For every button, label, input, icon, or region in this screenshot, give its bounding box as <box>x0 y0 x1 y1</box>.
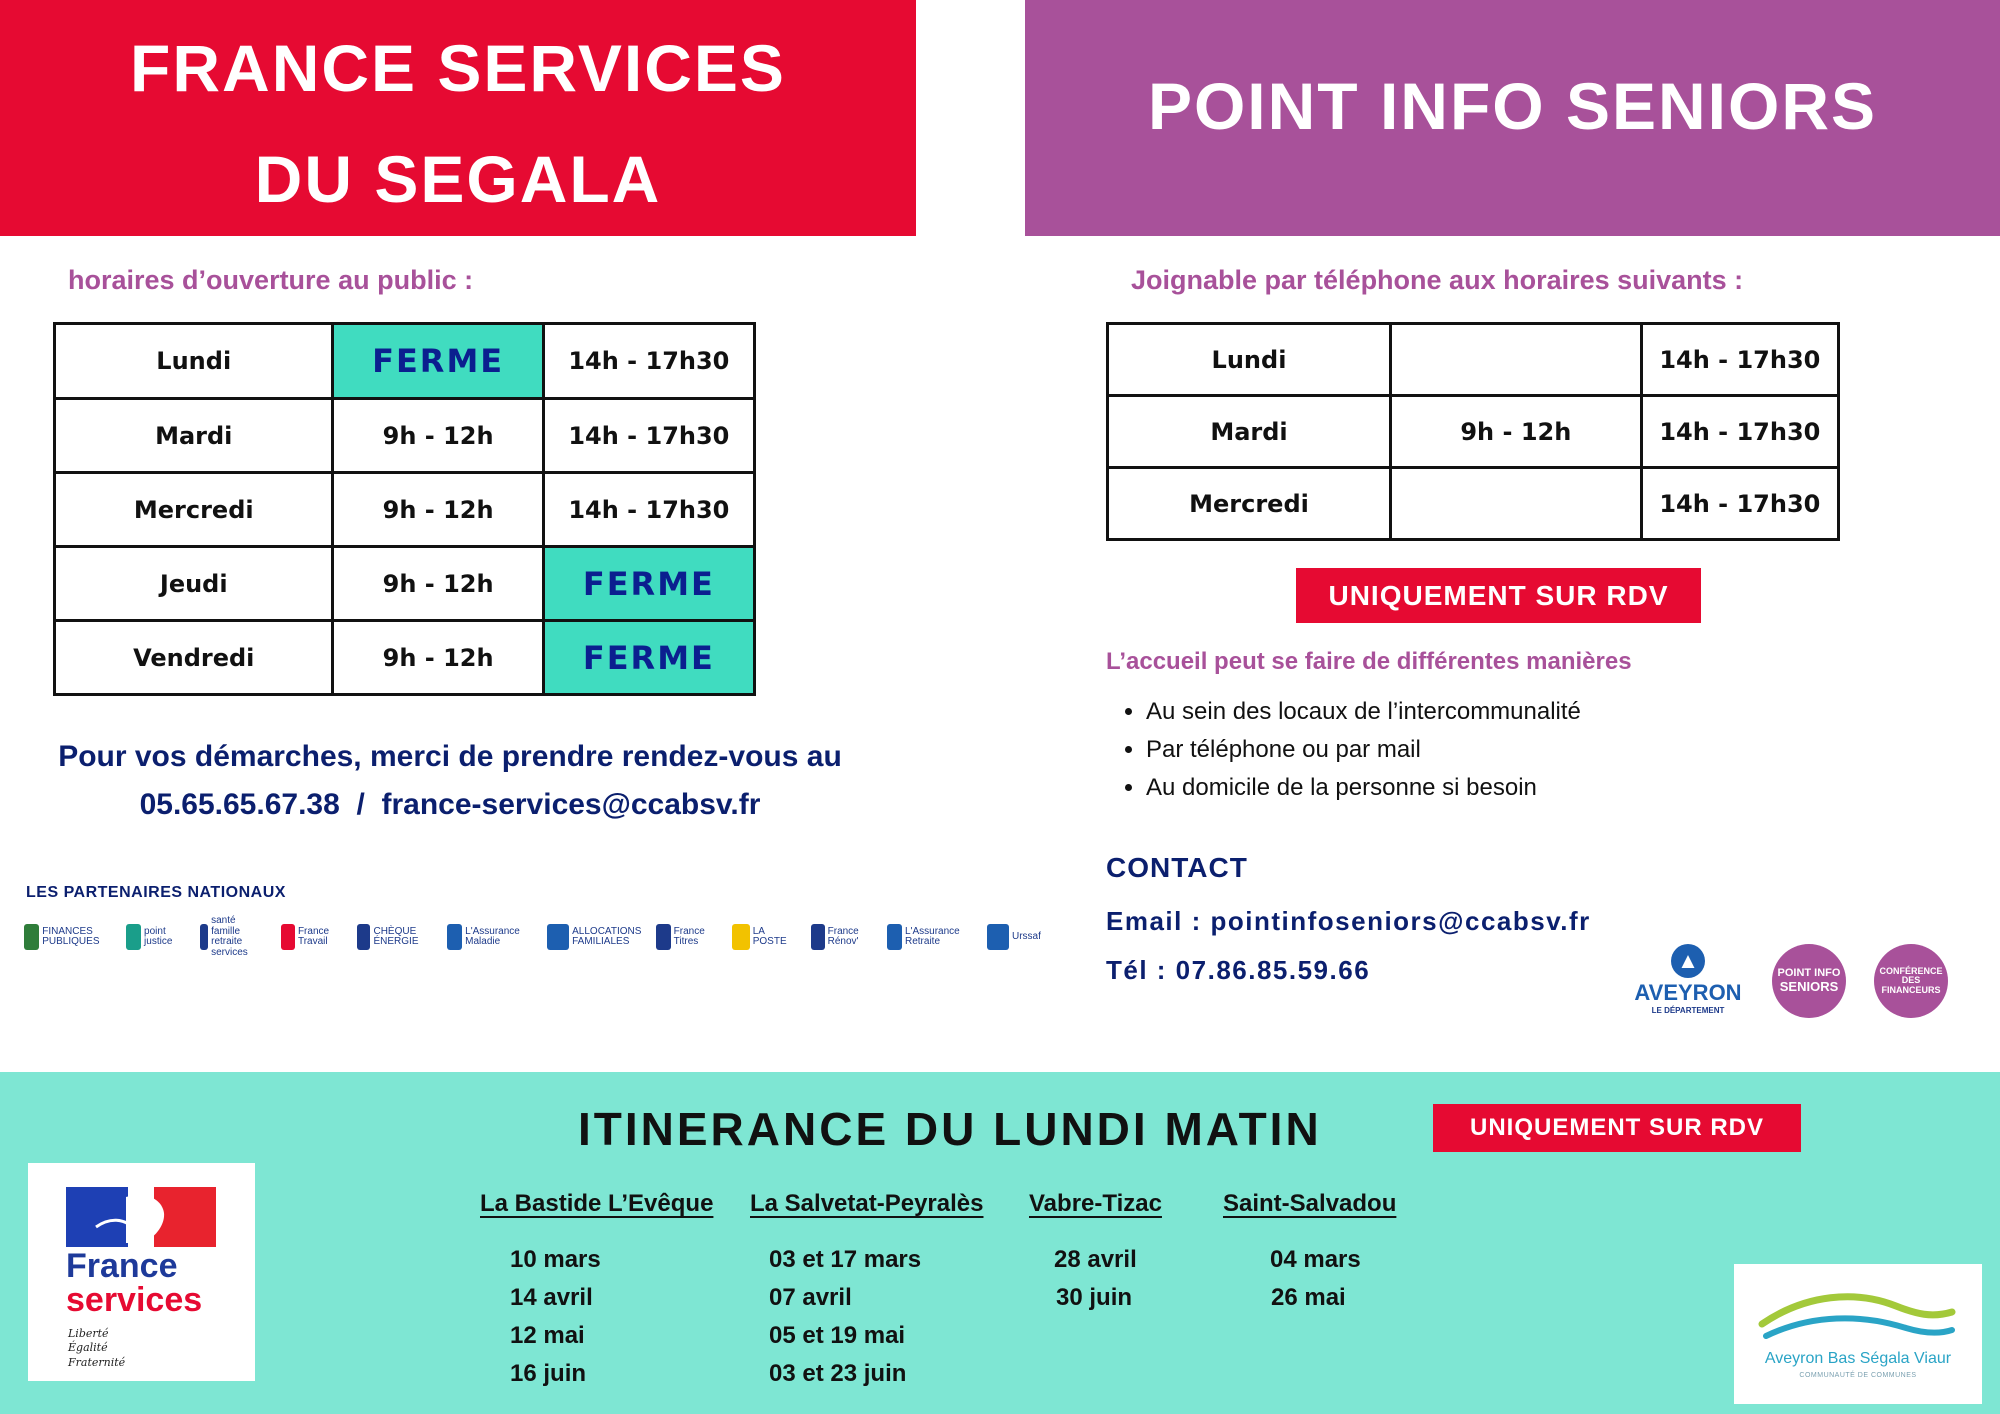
day-cell: Lundi <box>55 324 333 399</box>
partner-name: CHÈQUE ÉNERGIE <box>373 925 419 947</box>
partner-mark-icon <box>987 924 1009 950</box>
partner-name: L'Assurance Maladie <box>465 925 520 947</box>
separator: / <box>356 788 365 821</box>
morning-cell <box>1390 468 1641 540</box>
place-name: La Bastide L’Evêque <box>480 1190 714 1217</box>
aveyron-bas-segala-viaur-logo <box>1734 1264 1982 1404</box>
partner-mark-icon <box>732 924 749 950</box>
itinerance-column <box>480 1190 714 1387</box>
day-cell: Mercredi <box>55 473 333 547</box>
morning-cell: 9h - 12h <box>333 621 543 695</box>
contact-phone[interactable]: Tél : 07.86.85.59.66 <box>1106 955 1371 985</box>
table-row <box>55 473 755 547</box>
day-cell: Jeudi <box>55 547 333 621</box>
list-item: • Par téléphone ou par mail <box>1146 731 1581 769</box>
appointment-text: Pour vos démarches, merci de prendre rendez-vous au <box>58 740 842 773</box>
banner-title-line1: FRANCE SERVICES <box>130 31 786 105</box>
badge-line: FINANCEURS <box>1881 984 1941 995</box>
abs-sub: COMMUNAUTÉ DE COMMUNES <box>1799 1372 1917 1379</box>
date-item: 28 avril <box>1054 1246 1137 1273</box>
assurance-retraite-logo <box>887 924 967 950</box>
point-justice-logo <box>126 924 179 950</box>
table-row <box>1108 396 1839 468</box>
rdv-only-badge: UNIQUEMENT SUR RDV <box>1296 568 1701 623</box>
fs-motto <box>68 1327 125 1370</box>
badge-line: SENIORS <box>1779 978 1839 994</box>
itinerance-column <box>750 1190 984 1387</box>
list-item: • Au sein des locaux de l’intercommunalité <box>1146 693 1581 731</box>
partner-mark-icon <box>126 924 141 950</box>
waves-icon <box>1756 1284 1956 1346</box>
fs-line2: services <box>66 1281 203 1319</box>
afternoon-cell: 14h - 17h30 <box>543 324 754 399</box>
badge-line: DES <box>1901 975 1921 986</box>
opening-hours-heading: horaires d’ouverture au public : <box>68 265 474 295</box>
conference-financeurs-logo <box>1874 944 1948 1018</box>
partner-name: L'Assurance Retraite <box>905 925 960 947</box>
day-cell: Vendredi <box>55 621 333 695</box>
partner-mark-icon <box>281 924 295 950</box>
motto-line: Fraternité <box>68 1355 126 1369</box>
day-cell: Lundi <box>1108 324 1391 396</box>
date-item: 12 mai <box>510 1322 585 1349</box>
afternoon-cell: 14h - 17h30 <box>1641 324 1838 396</box>
partners-heading: LES PARTENAIRES NATIONAUX <box>26 884 286 901</box>
partner-mark-icon <box>656 924 671 950</box>
france-renov-logo <box>811 924 867 950</box>
abs-name: Aveyron Bas Ségala Viaur <box>1764 1350 1952 1367</box>
aveyron-logo <box>1628 944 1748 1018</box>
appointment-contact <box>0 788 900 822</box>
table-row <box>55 324 755 399</box>
date-item: 10 mars <box>510 1246 601 1273</box>
place-name: La Salvetat-Peyralès <box>750 1190 984 1217</box>
afternoon-cell: 14h - 17h30 <box>543 399 754 473</box>
morning-cell: 9h - 12h <box>333 399 543 473</box>
date-item: 07 avril <box>769 1284 852 1311</box>
partner-name: Urssaf <box>1011 930 1041 942</box>
opening-hours-table <box>53 322 756 696</box>
partner-name: France Titres <box>673 925 705 947</box>
afternoon-cell: 14h - 17h30 <box>543 473 754 547</box>
morning-cell: 9h - 12h <box>333 547 543 621</box>
aveyron-sub: LE DÉPARTEMENT <box>1651 1006 1725 1015</box>
table-row <box>1108 324 1839 396</box>
badge-line: POINT INFO <box>1777 967 1841 980</box>
itinerance-column <box>1223 1190 1397 1311</box>
partner-name: ALLOCATIONS FAMILIALES <box>572 925 642 947</box>
day-cell: Mercredi <box>1108 468 1391 540</box>
morning-cell: 9h - 12h <box>333 473 543 547</box>
contact-heading: CONTACT <box>1106 852 1248 883</box>
phone-hours-heading: Joignable par téléphone aux horaires suivants : <box>1131 265 1744 295</box>
france-titres-logo <box>656 924 712 950</box>
morning-cell: 9h - 12h <box>1390 396 1641 468</box>
la-poste-logo <box>732 924 791 950</box>
date-item: 05 et 19 mai <box>769 1322 906 1349</box>
partner-logos <box>24 912 1041 962</box>
table-row <box>55 547 755 621</box>
afternoon-cell: 14h - 17h30 <box>1641 468 1838 540</box>
caf-logo <box>547 924 642 950</box>
point-info-seniors-banner <box>1025 0 2000 236</box>
partner-name: France Rénov' <box>827 925 859 947</box>
table-row <box>55 399 755 473</box>
day-cell: Mardi <box>1108 396 1391 468</box>
afternoon-cell: 14h - 17h30 <box>1641 396 1838 468</box>
partner-mark-icon <box>24 924 39 950</box>
cheque-energie-logo <box>357 924 427 950</box>
table-row <box>1108 468 1839 540</box>
partner-name: FINANCES PUBLIQUES <box>42 925 100 947</box>
day-cell: Mardi <box>55 399 333 473</box>
itinerance-title: ITINERANCE DU LUNDI MATIN <box>578 1103 1322 1155</box>
point-info-seniors-logo <box>1772 944 1846 1018</box>
france-services-banner <box>0 0 916 236</box>
aveyron-name: AVEYRON <box>1634 980 1742 1005</box>
assurance-maladie-logo <box>447 924 527 950</box>
appointment-phone: 05.65.65.67.38 <box>139 788 340 821</box>
partner-mark-icon <box>357 924 370 950</box>
date-item: 16 juin <box>510 1360 587 1387</box>
closed-cell: FERME <box>543 547 754 621</box>
place-name: Vabre-Tizac <box>1029 1190 1162 1217</box>
list-item: • Au domicile de la personne si besoin <box>1146 769 1581 807</box>
partner-name: France Travail <box>297 925 330 947</box>
aveyron-icon: ▲ <box>1671 944 1705 978</box>
accueil-heading: L’accueil peut se faire de différentes manières <box>1106 648 1632 675</box>
closed-cell: FERME <box>543 621 754 695</box>
partner-mark-icon <box>200 924 209 950</box>
date-item: 03 et 17 mars <box>769 1246 922 1273</box>
morning-cell <box>1390 324 1641 396</box>
finances-publiques-logo <box>24 924 106 950</box>
badge-line: CONFÉRENCE <box>1879 965 1943 976</box>
partner-name: point justice <box>144 925 173 947</box>
itinerance-column <box>1029 1190 1162 1311</box>
motto-line: Égalité <box>68 1341 108 1355</box>
rdv-only-badge: UNIQUEMENT SUR RDV <box>1433 1104 1801 1152</box>
france-services-logo <box>28 1163 255 1381</box>
table-row <box>55 621 755 695</box>
marianne-icon <box>66 1187 216 1247</box>
place-name: Saint-Salvadou <box>1223 1190 1397 1217</box>
date-item: 30 juin <box>1056 1284 1133 1311</box>
banner-title-line2: DU SEGALA <box>254 142 662 216</box>
urssaf-logo <box>987 924 1041 950</box>
partner-name: santé famille retraite services <box>211 915 248 958</box>
accueil-list <box>1146 693 1581 807</box>
msa-logo <box>200 916 262 958</box>
motto-line: Liberté <box>68 1327 109 1340</box>
date-item: 14 avril <box>510 1284 593 1311</box>
partner-name: LA POSTE <box>752 925 787 947</box>
date-item: 26 mai <box>1271 1284 1346 1311</box>
appointment-email: france-services@ccabsv.fr <box>381 788 761 821</box>
partner-mark-icon <box>547 924 569 950</box>
france-travail-logo <box>281 924 337 950</box>
banner-title: POINT INFO SENIORS <box>1147 69 1878 143</box>
partner-mark-icon <box>447 924 462 950</box>
fs-line1: France <box>66 1247 178 1285</box>
contact-email[interactable]: Email : pointinfoseniors@ccabsv.fr <box>1106 906 1591 936</box>
phone-hours-table <box>1106 322 1840 541</box>
date-item: 03 et 23 juin <box>769 1360 907 1387</box>
date-item: 04 mars <box>1270 1246 1361 1273</box>
closed-cell: FERME <box>333 324 543 399</box>
partner-mark-icon <box>887 924 902 950</box>
partner-mark-icon <box>811 924 824 950</box>
